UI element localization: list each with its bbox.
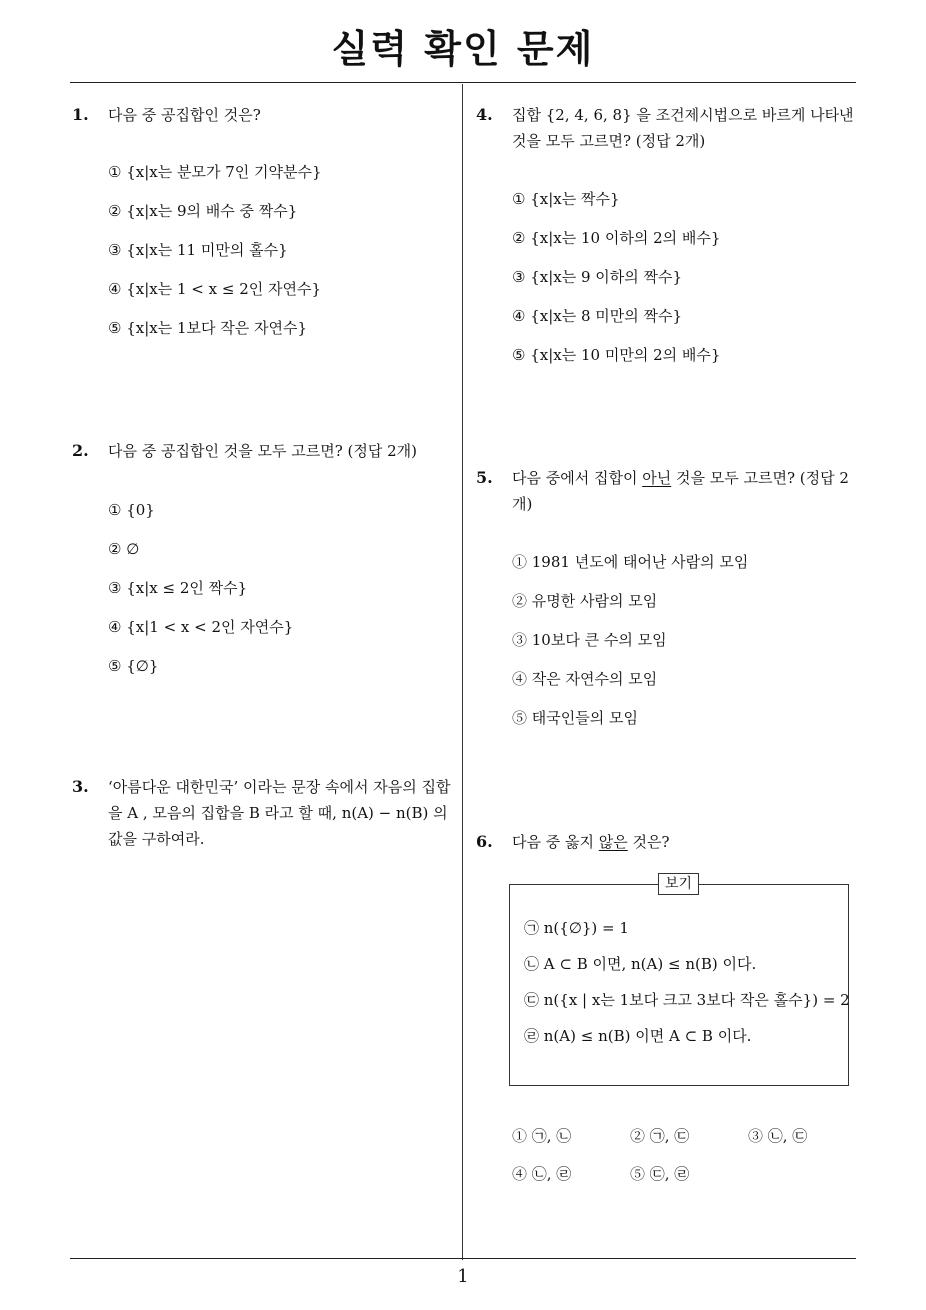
question-5-options bbox=[512, 549, 748, 744]
answer-option-3[interactable]: ③ ㉡, ㉢ bbox=[748, 1127, 808, 1145]
option-4[interactable]: ④ {x|x는 1 < x ≤ 2인 자연수} bbox=[108, 280, 322, 298]
option-1[interactable]: ① {x|x는 분모가 7인 기약분수} bbox=[108, 163, 322, 181]
question-5 bbox=[476, 465, 858, 517]
bogi-item: ㉣ n(A) ≤ n(B) 이면 A ⊂ B 이다. bbox=[524, 1027, 752, 1045]
emphasis-underline: 않은 bbox=[598, 833, 628, 851]
question-4-options bbox=[512, 186, 720, 381]
option-3[interactable]: ③ {x|x는 11 미만의 홀수} bbox=[108, 241, 288, 259]
answer-option-1[interactable]: ① ㉠, ㉡ bbox=[512, 1127, 572, 1145]
option-2[interactable]: ② 유명한 사람의 모임 bbox=[512, 592, 658, 610]
question-3 bbox=[72, 774, 456, 852]
bogi-label: 보기 bbox=[658, 873, 699, 895]
question-number: 4. bbox=[476, 105, 493, 124]
question-1-options bbox=[108, 159, 322, 354]
question-number: 3. bbox=[72, 777, 89, 796]
bogi-item: ㉡ A ⊂ B 이면, n(A) ≤ n(B) 이다. bbox=[524, 955, 757, 973]
option-1[interactable]: ① {x|x는 짝수} bbox=[512, 190, 620, 208]
question-text: ‘아름다운 대한민국’ 이라는 문장 속에서 자음의 집합을 A , 모음의 집합을 B 라고 할 때, n(A) − n(B) 의 값을 구하여라. bbox=[108, 778, 451, 848]
question-text: 다음 중 공집합인 것을 모두 고르면? (정답 2개) bbox=[108, 442, 417, 460]
option-4[interactable]: ④ {x|1 < x < 2인 자연수} bbox=[108, 618, 294, 636]
option-2[interactable]: ② {x|x는 10 이하의 2의 배수} bbox=[512, 229, 721, 247]
option-2[interactable]: ② ∅ bbox=[108, 540, 140, 558]
question-text: 다음 중에서 집합이 아닌 것을 모두 고르면? (정답 2 개) bbox=[512, 469, 849, 513]
question-number: 2. bbox=[72, 441, 89, 460]
bottom-divider bbox=[70, 1258, 856, 1259]
question-4 bbox=[476, 102, 858, 154]
answer-option-4[interactable]: ④ ㉡, ㉣ bbox=[512, 1165, 572, 1183]
option-5[interactable]: ⑤ 태국인들의 모임 bbox=[512, 709, 638, 727]
option-5[interactable]: ⑤ {x|x는 10 미만의 2의 배수} bbox=[512, 346, 721, 364]
bogi-item: ㉠ n({∅}) = 1 bbox=[524, 919, 629, 937]
question-6 bbox=[476, 829, 858, 855]
question-text: 다음 중 옳지 않은 것은? bbox=[512, 833, 670, 851]
bogi-item: ㉢ n({x | x는 1보다 크고 3보다 작은 홀수}) = 2 bbox=[524, 991, 850, 1009]
bogi-box bbox=[509, 876, 850, 1086]
option-1[interactable]: ① 1981 년도에 태어난 사람의 모임 bbox=[512, 553, 749, 571]
question-text: 집합 {2, 4, 6, 8} 을 조건제시법으로 바르게 나타낸 것을 모두 고르면? (정답 2개) bbox=[512, 106, 854, 150]
question-number: 5. bbox=[476, 468, 493, 487]
question-number: 6. bbox=[476, 832, 493, 851]
answer-option-5[interactable]: ⑤ ㉢, ㉣ bbox=[630, 1165, 690, 1183]
question-number: 1. bbox=[72, 105, 89, 124]
option-3[interactable]: ③ {x|x ≤ 2인 짝수} bbox=[108, 579, 248, 597]
option-3[interactable]: ③ 10보다 큰 수의 모임 bbox=[512, 631, 667, 649]
question-2 bbox=[72, 438, 452, 464]
question-text: 다음 중 공집합인 것은? bbox=[108, 106, 261, 124]
question-2-options bbox=[108, 497, 293, 692]
option-5[interactable]: ⑤ {∅} bbox=[108, 657, 159, 675]
column-divider bbox=[462, 84, 463, 1260]
option-4[interactable]: ④ 작은 자연수의 모임 bbox=[512, 670, 658, 688]
option-2[interactable]: ② {x|x는 9의 배수 중 짝수} bbox=[108, 202, 298, 220]
option-4[interactable]: ④ {x|x는 8 미만의 짝수} bbox=[512, 307, 683, 325]
answer-option-2[interactable]: ② ㉠, ㉢ bbox=[630, 1127, 690, 1145]
option-3[interactable]: ③ {x|x는 9 이하의 짝수} bbox=[512, 268, 683, 286]
emphasis-underline: 아닌 bbox=[642, 469, 672, 487]
option-1[interactable]: ① {0} bbox=[108, 501, 155, 519]
bogi-items bbox=[524, 915, 850, 1059]
top-divider bbox=[70, 82, 856, 83]
page-title: 실력 확인 문제 bbox=[331, 27, 595, 71]
page-number: 1 bbox=[457, 1266, 469, 1287]
question-1 bbox=[72, 102, 452, 128]
option-5[interactable]: ⑤ {x|x는 1보다 작은 자연수} bbox=[108, 319, 308, 337]
